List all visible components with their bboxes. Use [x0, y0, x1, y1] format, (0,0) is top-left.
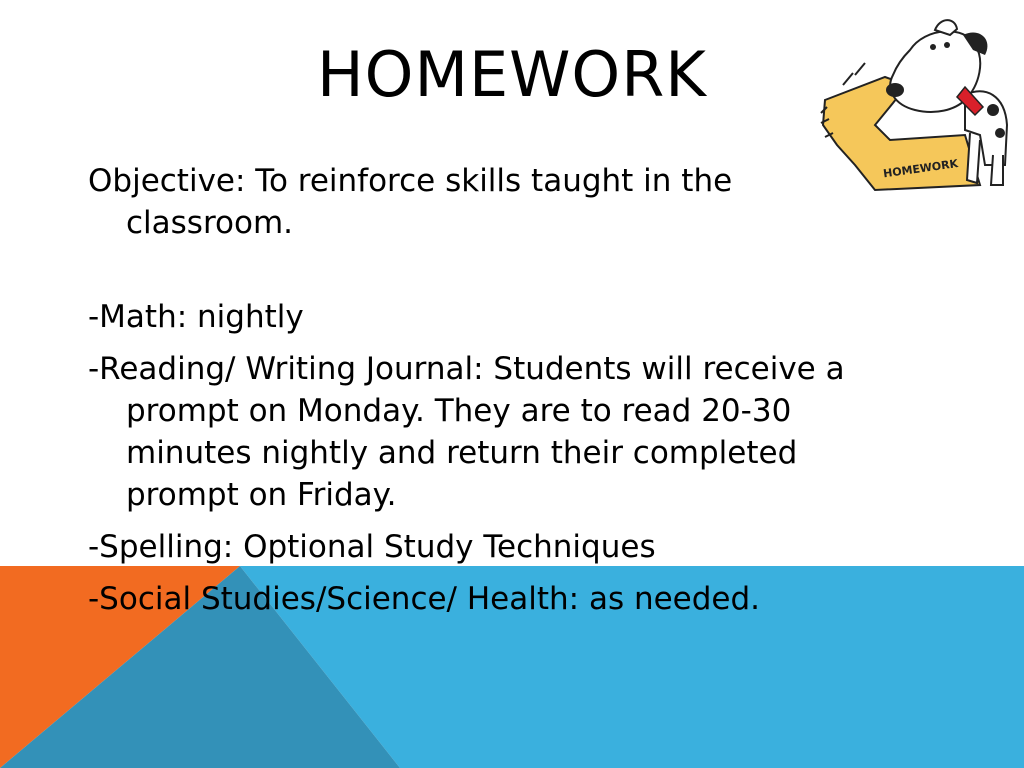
clipart-label: HOMEWORK: [882, 157, 959, 181]
reading-writing-item: -Reading/ Writing Journal: Students will receive a prompt on Monday. They are to read 20-30 minutes nightly and return their completed prompt on Friday.: [88, 351, 845, 513]
spelling-item: -Spelling: Optional Study Techniques: [88, 529, 656, 565]
social-studies-item: -Social Studies/Science/ Health: as needed.: [88, 581, 761, 617]
slide-title: HOMEWORK: [317, 38, 707, 111]
slide-body: [88, 160, 898, 630]
math-item: -Math: nightly: [88, 299, 304, 335]
objective-paragraph: Objective: To reinforce skills taught in the classroom.: [88, 163, 733, 241]
